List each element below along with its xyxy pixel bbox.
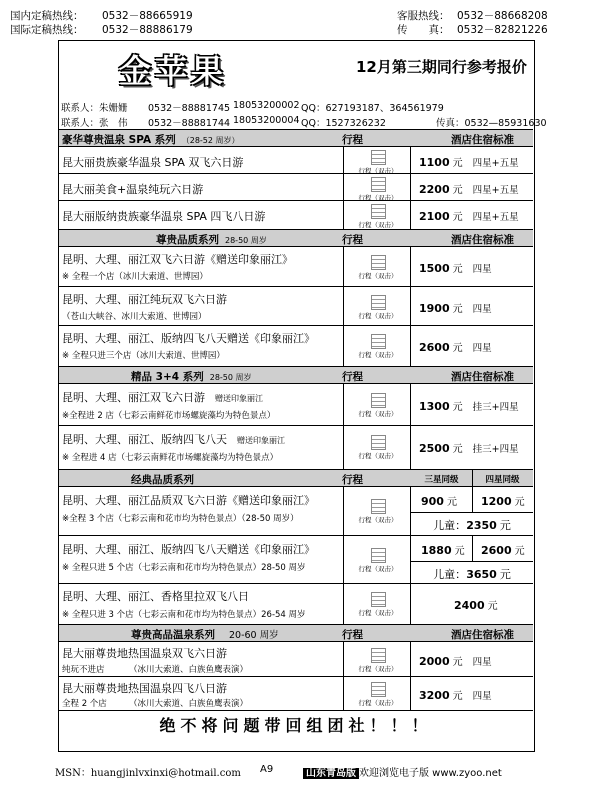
tour-row: 昆明、大理、丽江品质双飞六日游《赠送印象丽江》 ※全程 3 个店（七彩云南和花市均为特色景点）（28-50 周岁） 行程（双击） 900 元 1200 元 儿童：2350 元 <box>59 487 533 536</box>
itinerary-doc-icon[interactable]: 行程（双击） <box>356 592 400 617</box>
tour-row: 昆大丽尊贵地热国温泉四飞八日游 全程 2 个店 （冰川大索道、白族鱼鹰表演） 行程（双击） 3200 元 四星 <box>59 677 533 711</box>
slogan-banner: 绝不将问题带回组团社！！！ <box>159 716 433 735</box>
tour-row: 昆明、大理、丽江双飞六日游《赠送印象丽江》 ※ 全程一个店（冰川大索道、世博园） 行程（双击） 1500 元 四星 <box>59 247 533 287</box>
tour-row: 昆明、大理、丽江双飞六日游 赠送印象丽江 ※全程进 2 店（七彩云南鲜花市场螺旋藻均为特色景点） 行程（双击） 1300 元 挂三+四星 <box>59 384 533 426</box>
tour-row: 昆大丽美食+温泉纯玩六日游 行程（双击） 2200 元 四星+五星 <box>59 174 533 201</box>
itinerary-doc-icon[interactable]: 行程（双击） <box>356 648 400 673</box>
itinerary-doc-icon[interactable]: 行程（双击） <box>356 204 400 229</box>
itinerary-doc-icon[interactable]: 行程（双击） <box>356 177 400 202</box>
itinerary-doc-icon[interactable]: 行程（双击） <box>356 255 400 280</box>
itinerary-doc-icon[interactable]: 行程（双击） <box>356 334 400 359</box>
section-header-premium: 尊贵品质系列 28-50 周岁 行程 酒店住宿标准 <box>59 229 533 247</box>
section-header-spa: 豪华尊贵温泉 SPA 系列 （28-52 周岁） 行程 酒店住宿标准 <box>59 129 533 147</box>
price-sheet: 金苹果 12月第三期同行参考报价 联系人：朱姗姗 0532－88881745 18053200002 QQ：627193187、364561979 联系人：张 伟 0532－88881744 18053200004 QQ：1527326232 传真：0532—85931630 豪华尊贵温泉 SPA 系列 （28-52 周岁） 行程 酒店住宿标准 昆大丽贵族豪华温泉 SPA 双飞六日游 行程（双击） 1100 元 四星+五星 昆大丽美食+温泉纯玩六日游 行程（双击） 2200 元 四星+五星 昆大丽版纳贵族豪华温泉 SPA 四飞八日游 行程（双击） 2100 元 四星+五星 尊贵品质系列 28-50 周岁 行程 酒店住宿标准 昆明、大理、丽江双飞六日游《赠送印象丽江》 ※ 全程一个店（冰川大索道、世博园） 行程（双击） 1500 元 四星 昆明、大理、丽江纯玩双飞六日游 （苍山大峡谷、冰川大索道、世博园） 行程（双击） 1900 元 四星 昆明、大理、丽江、版纳四飞八天赠送《印象丽江》 ※ 全程只进三个店（冰川大索道、世博园） 行程（双击） 2600 元 四星 精品 3+4 系列 28-50 周岁 行程 酒店住宿标准 昆明、大理、丽江双飞六日游 赠送印象丽江 ※全程进 2 店（七彩云南鲜花市场螺旋藻均为特色景点） 行程（双击） 1300 元 挂三+四星 昆明、大理、丽江、版纳四飞八天 赠送印象丽江 ※ 全程进 4 店（七彩云南鲜花市场螺旋藻均为特色景点） 行程（双击） 2500 元 挂三+四星 经典品质系列 行程 三星同级 四星同级 昆明、大理、丽江品质双飞六日游《赠送印象丽江》 ※全程 3 个店（七彩云南和花市均为特色景点）（28-50 周岁） 行程（双击） 900 元 1200 元 儿童：2350 元 昆明、大理、丽江、版纳四飞八天赠送《印象丽江》 ※ 全程只进 5 个店（七彩云南和花市均为特色景点）28-50 周岁 行程（双击） 1880 元 2600 元 儿童：3650 元 昆明、大理、丽江、香格里拉双飞八日 ※ 全程只进 3 个店（七彩云南和花市均为特色景点）26-54 周岁 行程（双击） 2400 元 尊贵高品温泉系列 20-60 周岁 行程 酒店住宿标准 昆大丽尊贵地热国温泉双飞六日游 纯玩不进店 （冰川大索道、白族鱼鹰表演） 行程（双击） 2000 元 四星 昆大丽尊贵地热国温泉四飞八日游 全程 2 个店 （冰川大索道、白族鱼鹰表演） 行程（双击） 3200 元 四星 绝不将问题带回组团社！！！ <box>58 40 535 752</box>
domestic-hotlines: 国内定稿热线： 0532－88665919 国际定稿热线： 0532－88886179 <box>10 10 193 36</box>
page-number: A9 <box>260 764 274 775</box>
brand-logo: 金苹果 <box>119 52 228 90</box>
itinerary-doc-icon[interactable]: 行程（双击） <box>356 393 400 418</box>
footer-ad: 山东青岛版 欢迎浏览电子版 www.zyoo.net <box>303 764 502 779</box>
itinerary-doc-icon[interactable]: 行程（双击） <box>356 435 400 460</box>
tour-row: 昆大丽贵族豪华温泉 SPA 双飞六日游 行程（双击） 1100 元 四星+五星 <box>59 147 533 174</box>
itinerary-doc-icon[interactable]: 行程（双击） <box>356 548 400 573</box>
section-header-classic: 经典品质系列 行程 三星同级 四星同级 <box>59 469 533 487</box>
sheet-title: 12月第三期同行参考报价 <box>356 58 527 76</box>
tour-row: 昆大丽版纳贵族豪华温泉 SPA 四飞八日游 行程（双击） 2100 元 四星+五星 <box>59 201 533 229</box>
tour-row: 昆明、大理、丽江、版纳四飞八天赠送《印象丽江》 ※ 全程只进三个店（冰川大索道、世博园） 行程（双击） 2600 元 四星 <box>59 326 533 366</box>
itinerary-doc-icon[interactable]: 行程（双击） <box>356 499 400 524</box>
sheet-header <box>59 41 533 101</box>
section-header-3plus4: 精品 3+4 系列 28-50 周岁 行程 酒店住宿标准 <box>59 366 533 384</box>
msn-contact: MSN：huangjinlvxinxi@hotmail.com <box>55 768 241 779</box>
itinerary-doc-icon[interactable]: 行程（双击） <box>356 682 400 707</box>
tour-row: 昆明、大理、丽江、版纳四飞八天 赠送印象丽江 ※ 全程进 4 店（七彩云南鲜花市场螺旋藻均为特色景点） 行程（双击） 2500 元 挂三+四星 <box>59 426 533 469</box>
itinerary-doc-icon[interactable]: 行程（双击） <box>356 150 400 175</box>
itinerary-doc-icon[interactable]: 行程（双击） <box>356 295 400 320</box>
tour-row: 昆明、大理、丽江、版纳四飞八天赠送《印象丽江》 ※ 全程只进 5 个店（七彩云南和花市均为特色景点）28-50 周岁 行程（双击） 1880 元 2600 元 儿童：3650 元 <box>59 536 533 584</box>
section-header-hot-spring: 尊贵高品温泉系列 20-60 周岁 行程 酒店住宿标准 <box>59 624 533 642</box>
tour-row: 昆明、大理、丽江、香格里拉双飞八日 ※ 全程只进 3 个店（七彩云南和花市均为特色景点）26-54 周岁 行程（双击） 2400 元 <box>59 584 533 624</box>
tour-row: 昆大丽尊贵地热国温泉双飞六日游 纯玩不进店 （冰川大索道、白族鱼鹰表演） 行程（双击） 2000 元 四星 <box>59 642 533 677</box>
tour-row: 昆明、大理、丽江纯玩双飞六日游 （苍山大峡谷、冰川大索道、世博园） 行程（双击） 1900 元 四星 <box>59 287 533 326</box>
service-hotlines: 客服热线： 0532－88668208 传 真： 0532－82821226 <box>397 10 548 36</box>
